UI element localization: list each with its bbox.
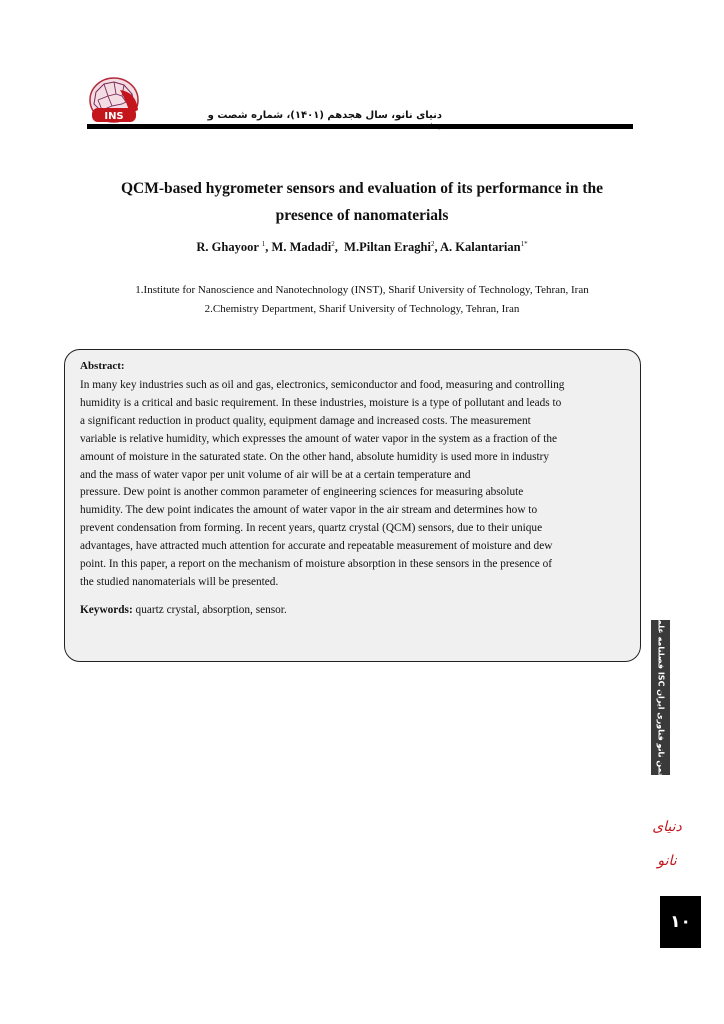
abstract-line: amount of moisture in the saturated state. On the other hand, absolute humidity is used more in industry	[80, 450, 550, 463]
journal-logo	[86, 76, 142, 128]
abstract-line: point. In this paper, a report on the mechanism of moisture absorption in these sensors in the presence of	[80, 558, 553, 571]
abstract-line: the studied nanomaterials will be presented.	[80, 575, 279, 588]
author-affiliation-mark: 1*	[520, 240, 528, 248]
page-number: ۱۰	[660, 896, 701, 948]
author-affiliation-mark: 2	[430, 240, 435, 248]
author-affiliation-mark: 2	[331, 240, 335, 248]
brand-line-1: دنیای	[652, 819, 682, 835]
author-list: R. Ghayoor $^1$, M. Madadi$^2$, M.Piltan Eraghi$^2$, A. Kalantarian$^{1*}$	[196, 240, 528, 255]
title-line-1: QCM-based hygrometer sensors and evaluation of its performance in the	[120, 180, 604, 197]
header-rule	[87, 124, 633, 129]
author-name: R. Ghayoor	[196, 240, 259, 255]
brand-line-2: نانو	[657, 853, 677, 869]
article-title	[60, 175, 664, 229]
logo-text: INS	[104, 111, 124, 122]
abstract-box	[64, 349, 641, 662]
author-name: M.Piltan Eraghi	[344, 240, 431, 255]
abstract-line: In many key industries such as oil and gas, electronics, semiconductor and food, measuring and controlling	[80, 379, 565, 391]
affiliations	[60, 281, 664, 319]
abstract-line: and the mass of water vapor per unit volume of air will be at a certain temperature and	[80, 468, 471, 481]
keywords	[80, 604, 626, 616]
side-tab-text: فصلنامه علمی ISC انجمن نانو فناوری ایران	[656, 611, 665, 784]
abstract-line: humidity. The dew point indicates the amount of water vapor in the air stream and determines how to	[80, 504, 538, 517]
journal-side-tab	[651, 611, 670, 784]
author-affiliation-mark: 1	[261, 240, 266, 248]
author-name: A. Kalantarian	[440, 240, 521, 255]
abstract-line: variable is relative humidity, which expresses the amount of water vapor in the system as a fraction of the	[80, 432, 558, 445]
author-name: M. Madadi	[271, 240, 332, 255]
abstract-body	[80, 377, 626, 592]
affiliation-1: 1.Institute for Nanoscience and Nanotechnology (INST), Sharif University of Technology, Tehran, Iran	[135, 284, 589, 296]
abstract-heading: Abstract:	[80, 360, 125, 372]
brand-wordmark	[650, 810, 684, 878]
abstract-line: prevent condensation from forming. In recent years, quartz crystal (QCM) sensors, due to their unique	[80, 522, 543, 535]
journal-issue-line: دنیای نانو، سال هجدهم (۱۴۰۱)، شماره شصت و	[207, 110, 442, 121]
keywords-list: quartz crystal, absorption, sensor.	[135, 603, 287, 616]
abstract-line: a significant reduction in product quality, equipment damage and increased costs. The measurement	[80, 414, 531, 427]
abstract-line: pressure. Dew point is another common parameter of engineering sciences for measuring absolute	[80, 486, 524, 499]
keywords-label: Keywords:	[80, 603, 133, 616]
abstract-line: advantages, have attracted much attention for accurate and repeatable measurement of moisture and dew	[80, 540, 553, 553]
title-line-2: presence of nanomaterials	[275, 207, 449, 224]
affiliation-2: 2.Chemistry Department, Sharif University of Technology, Tehran, Iran	[204, 303, 520, 315]
abstract-line: humidity is a critical and basic requirement. In these industries, moisture is a type of pollutant and leads to	[80, 396, 562, 409]
